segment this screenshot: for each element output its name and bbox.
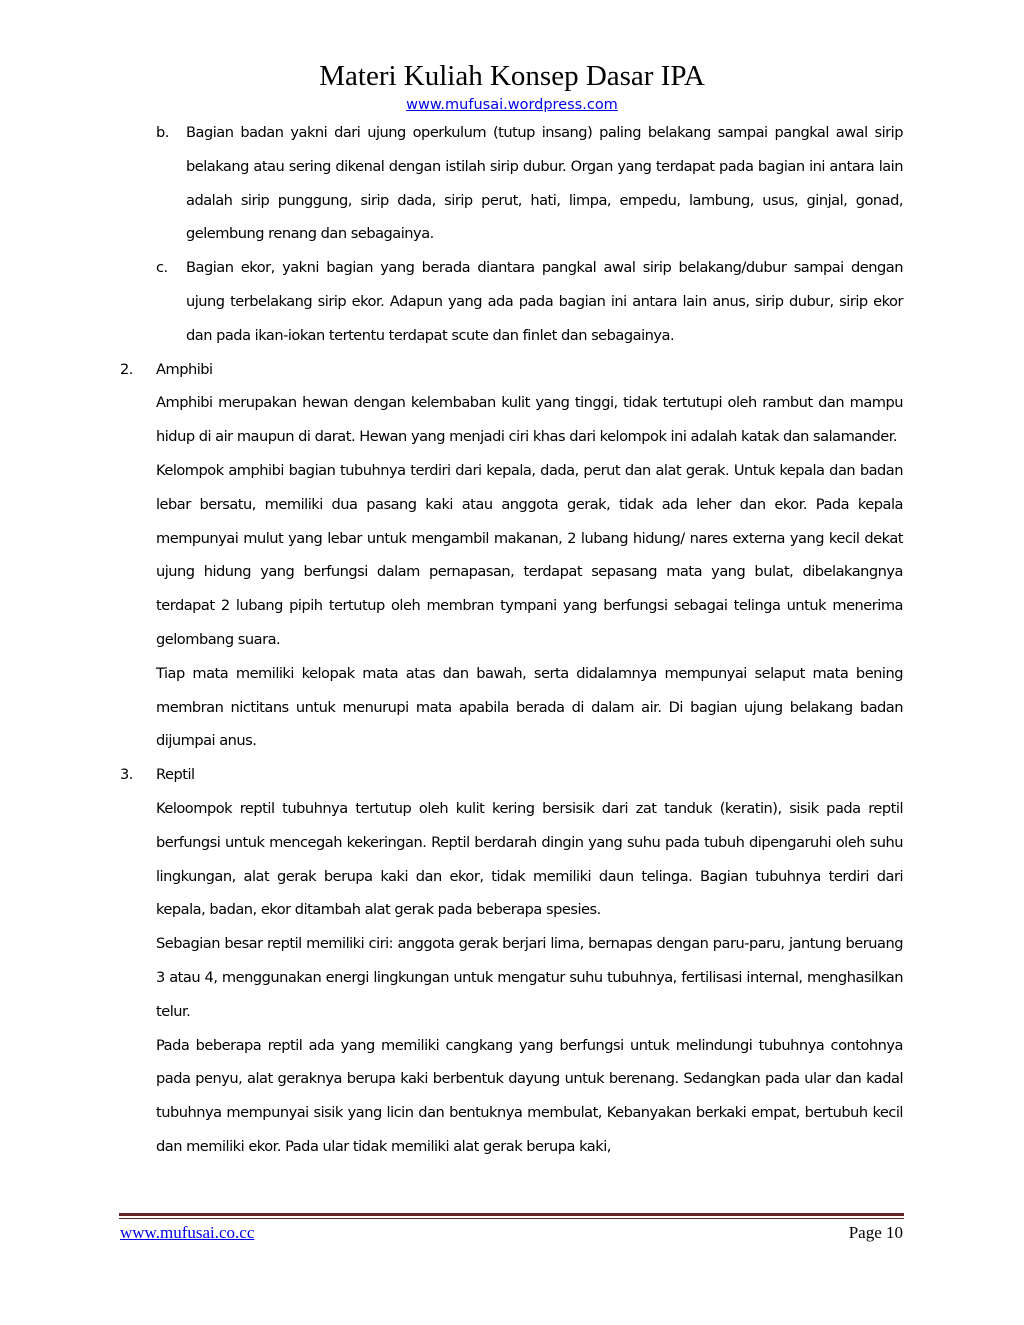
paragraph: Keloompok reptil tubuhnya tertutup oleh kulit kering bersisik dari zat tanduk (keratin), sisik pada reptil berfungsi untuk mencegah kekeringan. Reptil berdarah dingin yang suhu pada tubuh dipengaruhi oleh suhu lingkungan, alat gerak berupa kaki dan ekor, tidak memiliki daun telinga. Bagian tubuhnya terdiri dari kepala, badan, ekor ditambah alat gerak pada beberapa spesies. xyxy=(156,799,903,919)
section-number: 3. xyxy=(120,766,133,784)
document-body xyxy=(120,116,903,1164)
paragraph: Amphibi merupakan hewan dengan kelembaban kulit yang tinggi, tidak tertutupi oleh rambut dan mampu hidup di air maupun di darat. Hewan yang menjadi ciri khas dari kelompok ini adalah katak dan salamander. xyxy=(156,394,903,446)
section-number: 2. xyxy=(120,360,133,378)
page-header-title: Materi Kuliah Konsep Dasar IPA xyxy=(319,60,705,92)
list-item-c xyxy=(156,251,903,352)
paragraph: Tiap mata memiliki kelopak mata atas dan bawah, serta didalamnya mempunyai selaput mata bening membran nictitans untuk menurupi mata apabila berada di dalam air. Di bagian ujung belakang badan dijumpai anus. xyxy=(156,664,903,750)
section-title: Reptil xyxy=(156,766,195,784)
paragraph: Kelompok amphibi bagian tubuhnya terdiri dari kepala, dada, perut dan alat gerak. Untuk kepala dan badan lebar bersatu, memiliki dua pasang kaki atau anggota gerak, tidak ada leher dan ekor. Pada kepala mempunyai mulut yang lebar untuk mengambil makanan, 2 lubang hidung/ nares externa yang kecil dekat ujung hidung yang berfungsi dalam pernapasan, terdapat sepasang mata yang bulat, dibelakangnya terdapat 2 lubang pipih tertutup oleh membran tympani yang berfungsi sebagai telinga untuk menerima gelombang suara. xyxy=(156,461,903,648)
section-amphibi-heading xyxy=(120,353,903,387)
page-number: Page 10 xyxy=(848,1223,903,1242)
header-website-link[interactable]: www.mufusai.wordpress.com xyxy=(406,97,618,113)
list-item-text: Bagian ekor, yakni bagian yang berada diantara pangkal awal sirip belakang/dubur sampai dengan ujung terbelakang sirip ekor. Adapun yang ada pada bagian ini antara lain anus, sirip dubur, sirip ekor dan pada ikan-iokan tertentu terdapat scute dan finlet dan sebagainya. xyxy=(186,259,903,344)
list-marker: b. xyxy=(156,124,169,141)
list-item-text: Bagian badan yakni dari ujung operkulum (tutup insang) paling belakang sampai pangkal awal sirip belakang atau sering dikenal dengan istilah sirip dubur. Organ yang terdapat pada bagian ini antara lain adalah sirip punggung, sirip dada, sirip perut, hati, limpa, empedu, lambung, usus, ginjal, gonad, gelembung renang dan sebagainya. xyxy=(186,124,903,243)
paragraph: Sebagian besar reptil memiliki ciri: anggota gerak berjari lima, bernapas dengan paru-paru, jantung beruang 3 atau 4, menggunakan energi lingkungan untuk mengatur suhu tubuhnya, fertilisasi internal, menghasilkan telur. xyxy=(156,935,903,1020)
paragraph: Pada beberapa reptil ada yang memiliki cangkang yang berfungsi untuk melindungi tubuhnya contohnya pada penyu, alat geraknya berupa kaki berbentuk dayung untuk berenang. Sedangkan pada ular dan kadal tubuhnya mempunyai sisik yang licin dan bentuknya membulat, Kebanyakan berkaki empat, bertubuh kecil dan memiliki ekor. Pada ular tidak memiliki alat gerak berupa kaki, xyxy=(156,1036,903,1155)
footer-divider-thick xyxy=(119,1213,904,1216)
section-reptil-heading xyxy=(120,758,903,792)
footer-website-link[interactable]: www.mufusai.co.cc xyxy=(120,1223,255,1242)
list-item-b xyxy=(156,116,903,251)
footer-divider-thin xyxy=(119,1218,904,1219)
list-marker: c. xyxy=(156,259,168,277)
section-title: Amphibi xyxy=(156,360,213,378)
